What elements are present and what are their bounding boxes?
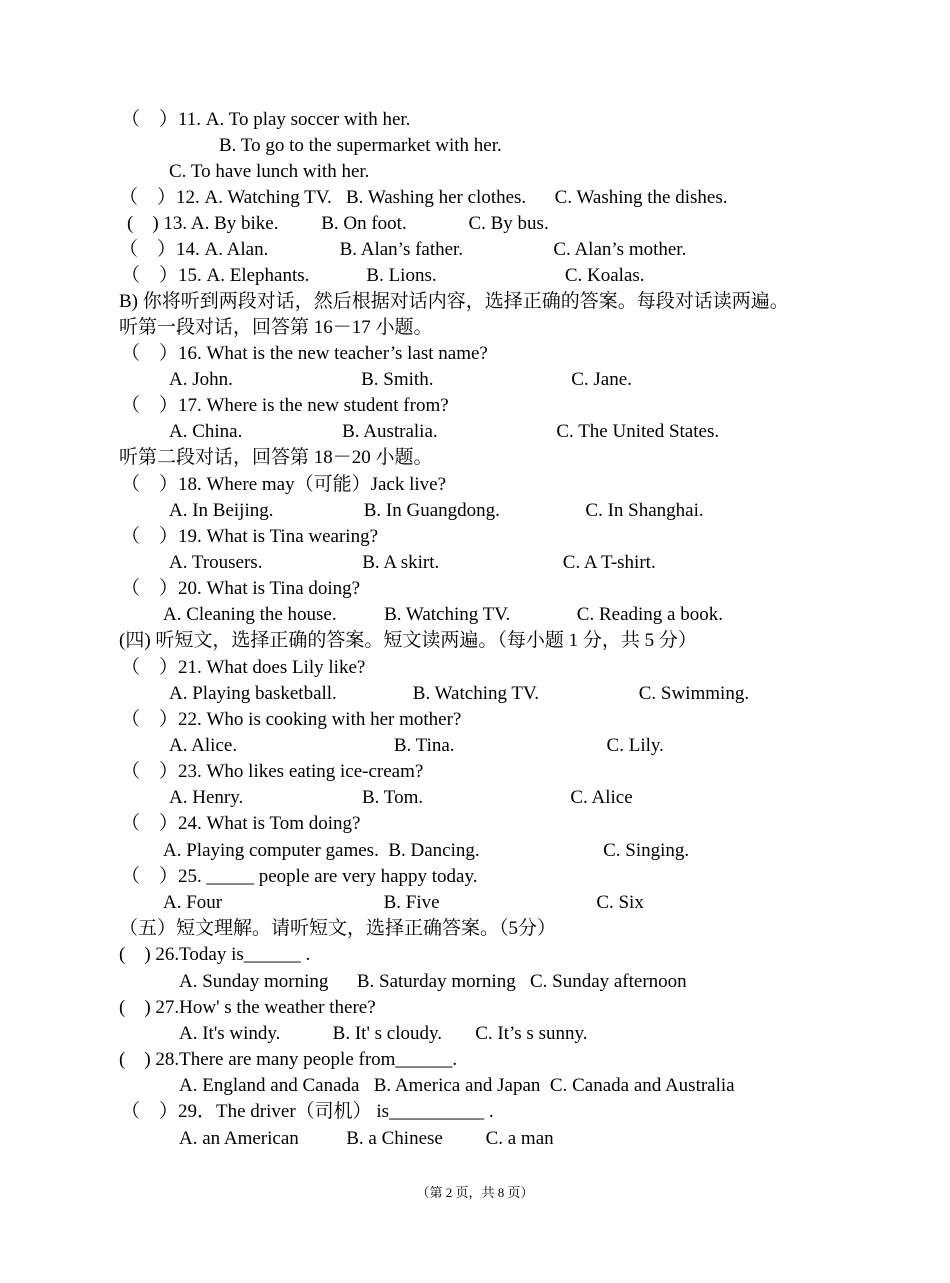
option-line: B. To go to the supermarket with her. <box>219 135 502 156</box>
option-line: A. Playing basketball. B. Watching TV. C. Swimming. <box>169 683 750 704</box>
question-14: （ ）14. A. Alan. B. Alan’s father. C. Alan’s mother. <box>119 239 687 260</box>
question-17: （ ）17. Where is the new student from? <box>121 395 449 416</box>
option-line: A. Alice. B. Tina. C. Lily. <box>169 735 664 756</box>
question-24: （ ）24. What is Tom doing? <box>121 813 361 834</box>
option-line: A. an American B. a Chinese C. a man <box>179 1128 554 1149</box>
section-4-heading: (四) 听短文，选择正确的答案。短文读两遍。（每小题 1 分，共 5 分） <box>119 630 697 651</box>
question-26: ( ) 26.Today is______ . <box>119 944 311 965</box>
question-20: （ ）20. What is Tina doing? <box>121 578 361 599</box>
question-28: ( ) 28.There are many people from______. <box>119 1049 458 1070</box>
question-11: （ ）11. A. To play soccer with her. <box>121 109 411 130</box>
page-footer: （第 2 页，共 8 页） <box>416 1185 534 1200</box>
question-12: （ ）12. A. Watching TV. B. Washing her clothes. C. Washing the dishes. <box>119 187 728 208</box>
option-line: A. John. B. Smith. C. Jane. <box>169 369 632 390</box>
question-15: （ ）15. A. Elephants. B. Lions. C. Koalas. <box>121 265 645 286</box>
question-19: （ ）19. What is Tina wearing? <box>121 526 379 547</box>
option-line: A. Cleaning the house. B. Watching TV. C. Reading a book. <box>163 604 723 625</box>
option-line: A. Henry. B. Tom. C. Alice <box>169 787 633 808</box>
option-line: A. It's windy. B. It' s cloudy. C. It’s s sunny. <box>179 1023 588 1044</box>
question-18: （ ）18. Where may（可能）Jack live? <box>121 474 447 495</box>
question-25: （ ）25. _____ people are very happy today. <box>121 866 478 887</box>
question-29: （ ）29．The driver（司机） is__________ . <box>121 1101 494 1122</box>
question-22: （ ）22. Who is cooking with her mother? <box>121 709 462 730</box>
option-line: A. Trousers. B. A skirt. C. A T-shirt. <box>169 552 656 573</box>
question-13: ( ) 13. A. By bike. B. On foot. C. By bus. <box>127 213 549 234</box>
option-line: A. In Beijing. B. In Guangdong. C. In Shanghai. <box>169 500 704 521</box>
question-21: （ ）21. What does Lily like? <box>121 657 366 678</box>
question-23: （ ）23. Who likes eating ice-cream? <box>121 761 424 782</box>
option-line: A. China. B. Australia. C. The United States. <box>169 421 720 442</box>
option-line: A. Playing computer games. B. Dancing. C. Singing. <box>163 840 690 861</box>
option-line: A. England and Canada B. America and Japan C. Canada and Australia <box>179 1075 735 1096</box>
section-5-heading: （五）短文理解。请听短文，选择正确答案。（5分） <box>119 918 557 939</box>
option-line: A. Four B. Five C. Six <box>163 892 644 913</box>
dialogue-2-instruction: 听第二段对话，回答第 18－20 小题。 <box>119 447 433 468</box>
question-27: ( ) 27.How' s the weather there? <box>119 997 376 1018</box>
dialogue-1-instruction: 听第一段对话，回答第 16－17 小题。 <box>119 317 433 338</box>
option-line: A. Sunday morning B. Saturday morning C. Sunday afternoon <box>179 971 687 992</box>
question-16: （ ）16. What is the new teacher’s last name? <box>121 343 488 364</box>
option-line: C. To have lunch with her. <box>169 161 370 182</box>
section-b-heading: B) 你将听到两段对话，然后根据对话内容，选择正确的答案。每段对话读两遍。 <box>119 291 789 312</box>
